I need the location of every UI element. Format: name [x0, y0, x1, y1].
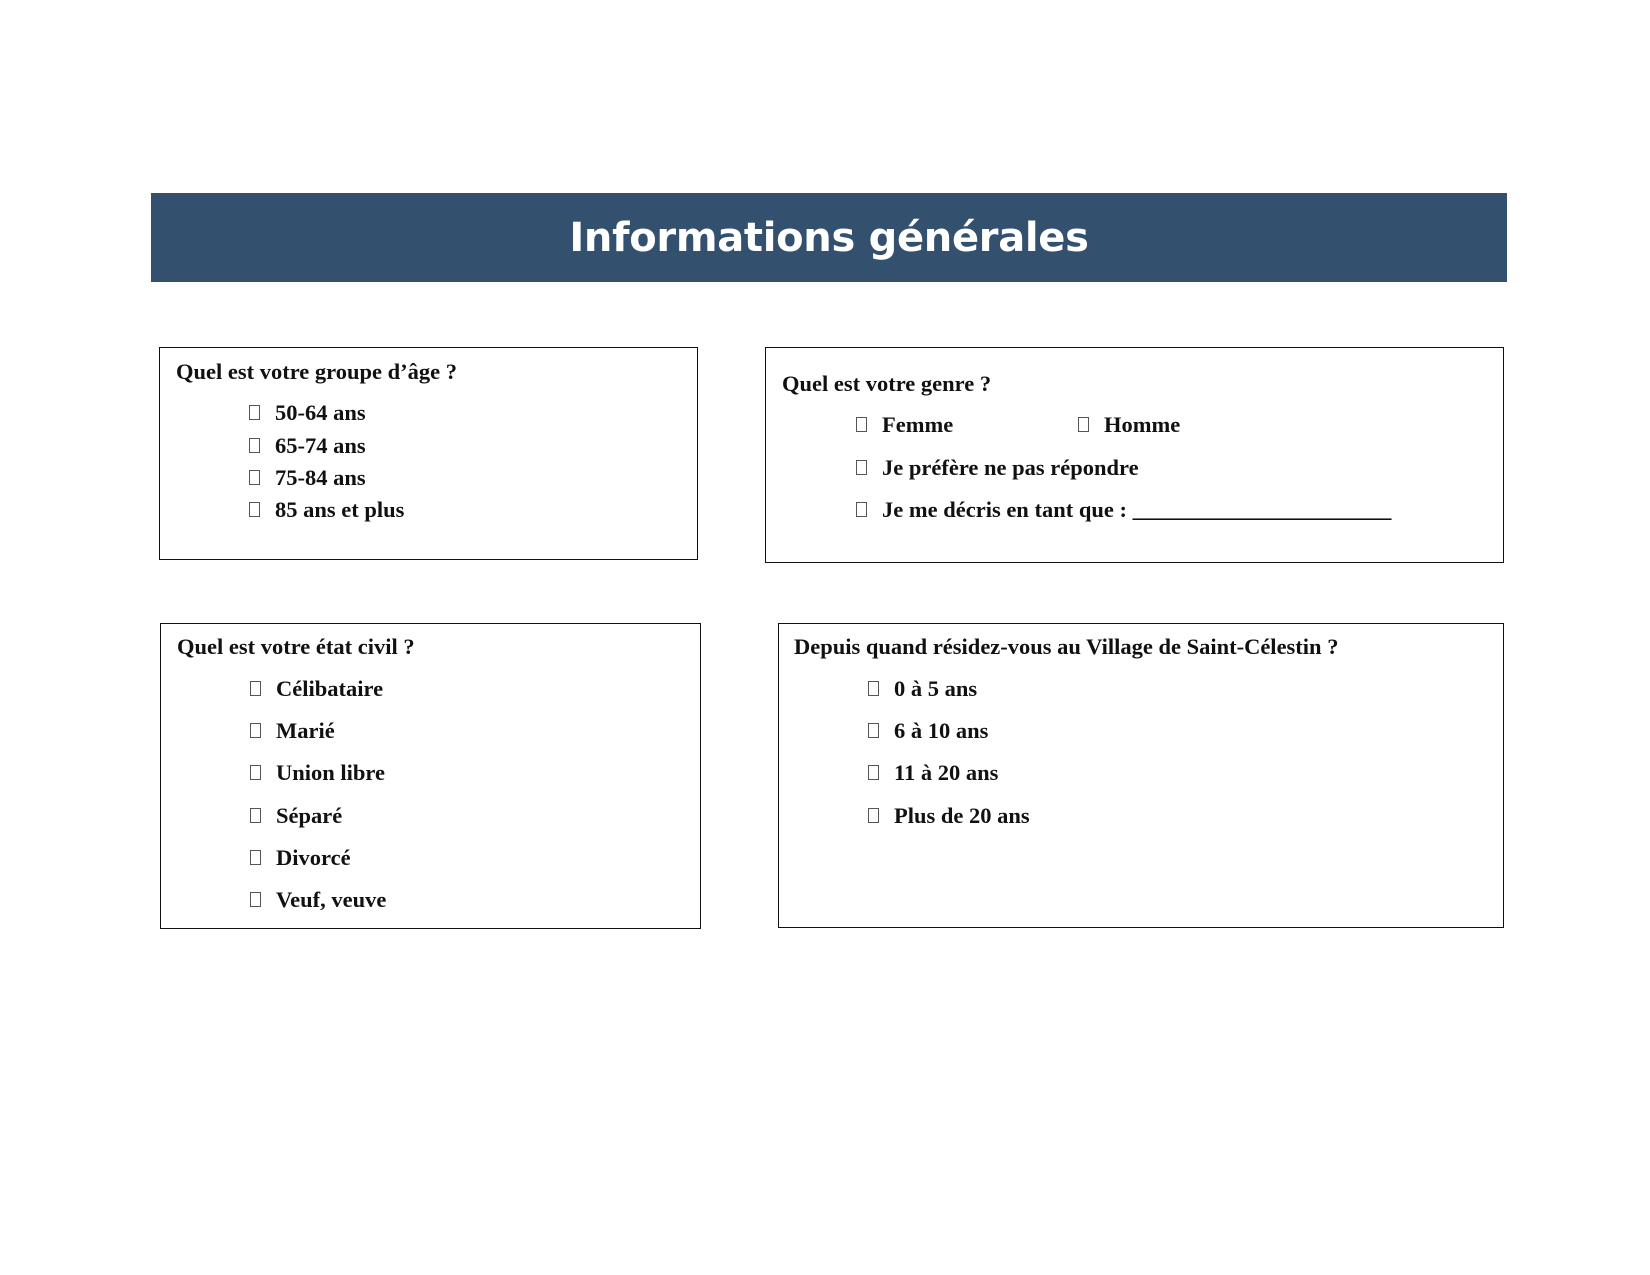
- option-label: Femme: [882, 412, 954, 437]
- residence-option-0-5[interactable]: [868, 676, 977, 702]
- checkbox-icon[interactable]: [250, 681, 261, 696]
- option-label: 65-74 ans: [275, 433, 366, 458]
- civil-option-separe[interactable]: [250, 803, 342, 829]
- option-label: Homme: [1104, 412, 1181, 437]
- checkbox-icon[interactable]: [249, 438, 260, 453]
- option-label: 85 ans et plus: [275, 497, 405, 522]
- gender-option-no-answer[interactable]: [856, 455, 1139, 481]
- checkbox-icon[interactable]: [250, 892, 261, 907]
- residence-option-11-20[interactable]: [868, 760, 998, 786]
- checkbox-icon[interactable]: [249, 405, 260, 420]
- option-label: 11 à 20 ans: [894, 760, 999, 785]
- age-option-50-64[interactable]: [249, 400, 366, 426]
- residence-option-6-10[interactable]: [868, 718, 988, 744]
- checkbox-icon[interactable]: [856, 460, 867, 475]
- checkbox-icon[interactable]: [868, 723, 879, 738]
- checkbox-icon[interactable]: [856, 417, 867, 432]
- gender-option-self-describe[interactable]: [856, 497, 1391, 523]
- checkbox-icon[interactable]: [249, 470, 260, 485]
- civil-status-question: Quel est votre état civil ?: [177, 634, 415, 659]
- option-label: Célibataire: [276, 676, 384, 701]
- header-banner: [151, 193, 1507, 282]
- gender-option-femme[interactable]: [856, 412, 953, 438]
- civil-option-celibataire[interactable]: [250, 676, 383, 702]
- civil-option-union-libre[interactable]: [250, 760, 385, 786]
- option-label: 50-64 ans: [275, 400, 366, 425]
- checkbox-icon[interactable]: [856, 502, 867, 517]
- checkbox-icon[interactable]: [249, 502, 260, 517]
- option-label: Je préfère ne pas répondre: [882, 455, 1139, 480]
- checkbox-icon[interactable]: [868, 808, 879, 823]
- checkbox-icon[interactable]: [250, 765, 261, 780]
- civil-option-marie[interactable]: [250, 718, 335, 744]
- age-option-85-plus[interactable]: [249, 497, 404, 523]
- gender-question: Quel est votre genre ?: [782, 371, 992, 396]
- option-label: 0 à 5 ans: [894, 676, 978, 701]
- option-label: Séparé: [276, 803, 343, 828]
- page-title: Informations générales: [569, 214, 1089, 261]
- age-option-65-74[interactable]: [249, 433, 366, 459]
- checkbox-icon[interactable]: [250, 808, 261, 823]
- option-label: 75-84 ans: [275, 465, 366, 490]
- option-label: Plus de 20 ans: [894, 803, 1030, 828]
- checkbox-icon[interactable]: [250, 723, 261, 738]
- checkbox-icon[interactable]: [868, 681, 879, 696]
- checkbox-icon[interactable]: [1078, 417, 1089, 432]
- option-label: Je me décris en tant que : _______________________: [882, 497, 1392, 522]
- option-label: Divorcé: [276, 845, 351, 870]
- civil-option-veuf[interactable]: [250, 887, 386, 913]
- checkbox-icon[interactable]: [868, 765, 879, 780]
- gender-option-homme[interactable]: [1078, 412, 1180, 438]
- civil-option-divorce[interactable]: [250, 845, 351, 871]
- checkbox-icon[interactable]: [250, 850, 261, 865]
- option-label: Veuf, veuve: [276, 887, 387, 912]
- residence-question: Depuis quand résidez-vous au Village de Saint-Célestin ?: [794, 634, 1339, 659]
- option-label: 6 à 10 ans: [894, 718, 989, 743]
- age-group-question: Quel est votre groupe d’âge ?: [176, 359, 458, 384]
- residence-option-20-plus[interactable]: [868, 803, 1030, 829]
- option-label: Marié: [276, 718, 335, 743]
- civil-status-question-box: [160, 623, 701, 929]
- option-label: Union libre: [276, 760, 385, 785]
- age-option-75-84[interactable]: [249, 465, 366, 491]
